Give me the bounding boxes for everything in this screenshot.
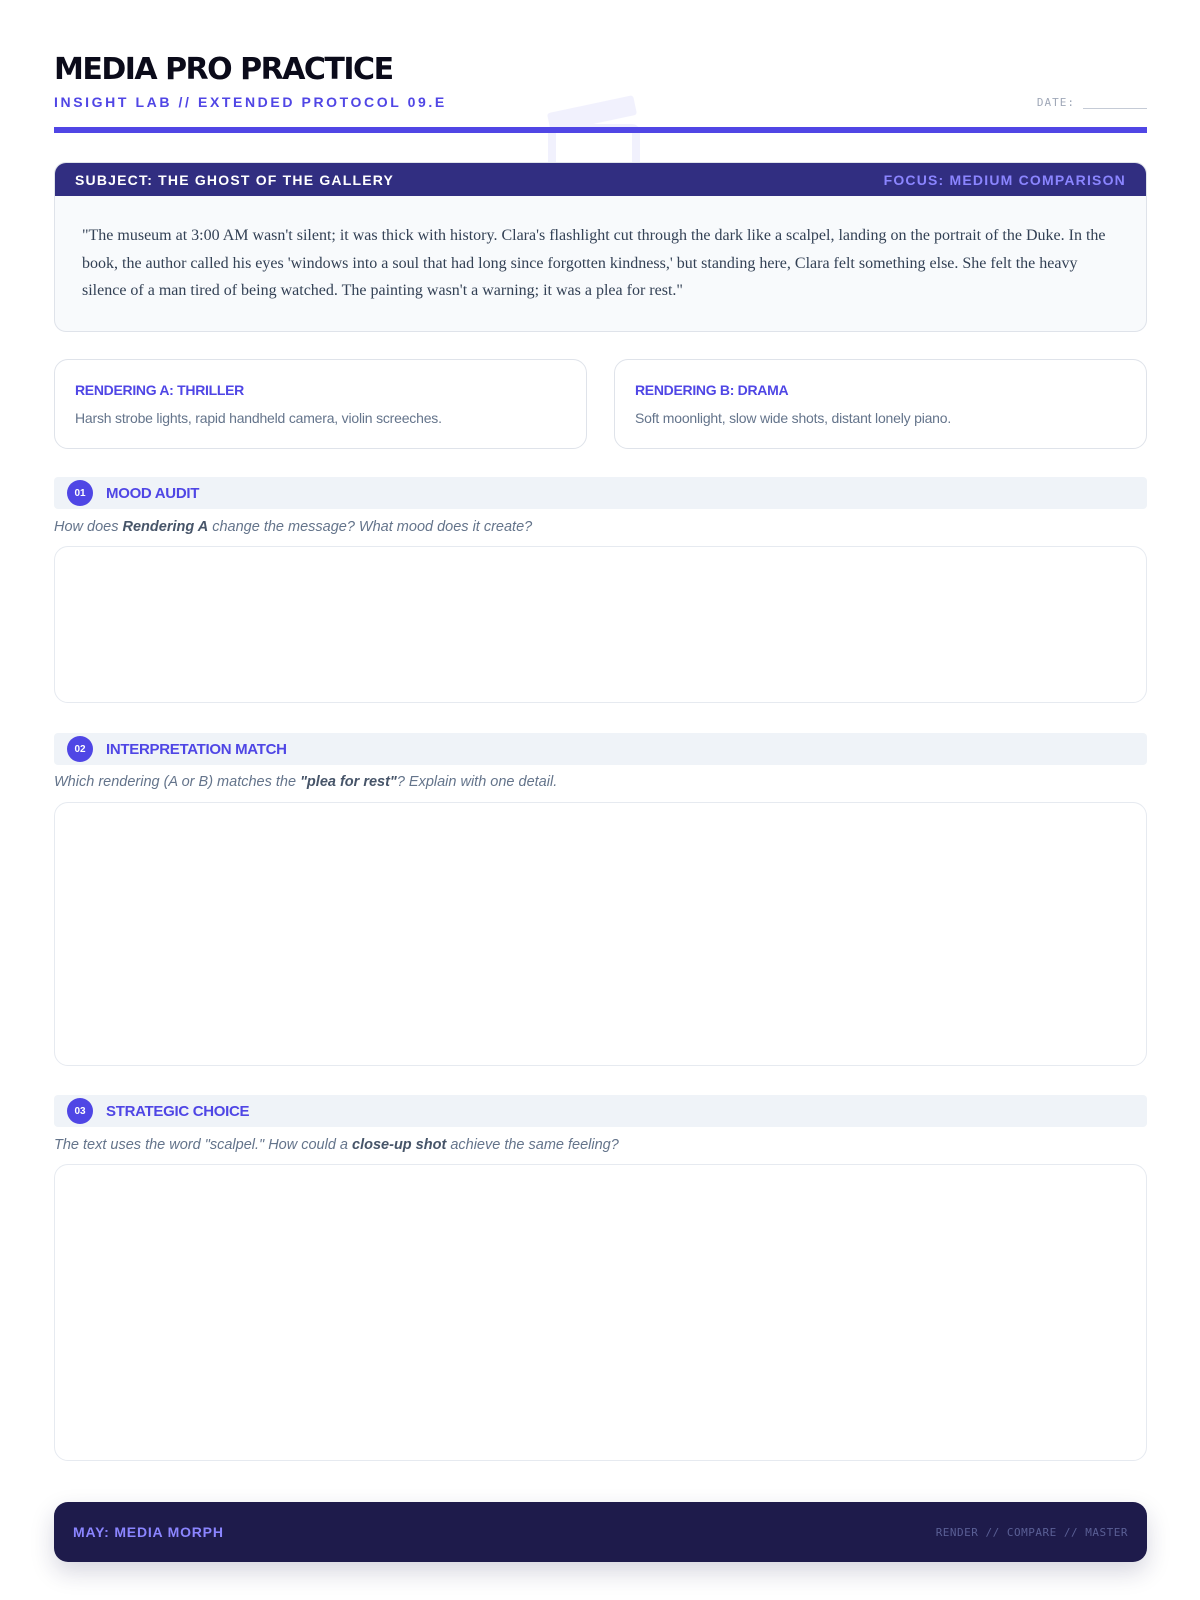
rendering-b-card	[614, 359, 1147, 449]
section-prompt-mood-audit	[54, 519, 532, 535]
section-prompt-interpretation-match	[54, 774, 557, 790]
section-header-interpretation-match	[54, 733, 1147, 765]
prompt-text: How does	[54, 519, 123, 535]
date-field[interactable]	[1037, 96, 1147, 109]
subject-label: SUBJECT: THE GHOST OF THE GALLERY	[75, 171, 395, 188]
subject-focus: FOCUS: MEDIUM COMPARISON	[883, 171, 1126, 188]
section-header-strategic-choice	[54, 1095, 1147, 1127]
header	[54, 50, 1147, 132]
prompt-text: change the message? What mood does it create?	[208, 519, 533, 535]
section-number-badge: 02	[67, 736, 93, 762]
prompt-emphasis: Rendering A	[122, 519, 209, 535]
worksheet-page	[54, 0, 1147, 1600]
prompt-text: ? Explain with one detail.	[396, 774, 558, 790]
rendering-b-description: Soft moonlight, slow wide shots, distant lonely piano.	[635, 410, 952, 426]
rendering-a-card	[54, 359, 587, 449]
section-title: MOOD AUDIT	[106, 484, 200, 502]
page-title: MEDIA PRO PRACTICE	[54, 52, 393, 87]
answer-box-mood-audit[interactable]	[54, 546, 1147, 703]
section-header-mood-audit	[54, 477, 1147, 509]
footer-unit-label: MAY: MEDIA MORPH	[73, 1524, 224, 1540]
prompt-emphasis: close-up shot	[352, 1137, 447, 1153]
section-title: INTERPRETATION MATCH	[106, 740, 287, 758]
subject-banner	[55, 163, 1146, 196]
date-line[interactable]	[1083, 99, 1147, 109]
rendering-b-title: RENDERING B: DRAMA	[635, 382, 789, 398]
section-number-badge: 03	[67, 1098, 93, 1124]
date-label: DATE:	[1036, 96, 1075, 109]
page-subtitle: INSIGHT LAB // EXTENDED PROTOCOL 09.E	[54, 94, 447, 110]
rendering-a-title: RENDERING A: THRILLER	[75, 382, 244, 398]
subject-card	[54, 162, 1147, 332]
answer-box-interpretation-match[interactable]	[54, 802, 1147, 1066]
section-number-badge: 01	[67, 480, 93, 506]
passage-text: "The museum at 3:00 AM wasn't silent; it was thick with history. Clara's flashlight cut through the dark like a scalpel, landing on the portrait of the Duke. In the book, the author called his eyes 'windows into a soul that had long since forgotten kindness,' but standing here, Clara felt something else. She felt the heavy silence of a man tired of being watched. The painting wasn't a warning; it was a plea for rest."	[82, 227, 1106, 299]
prompt-text: Which rendering (A or B) matches the	[54, 774, 301, 790]
answer-box-strategic-choice[interactable]	[54, 1164, 1147, 1461]
section-prompt-strategic-choice	[54, 1137, 619, 1153]
prompt-text: The text uses the word "scalpel." How could a	[54, 1137, 353, 1153]
footer-tagline: RENDER // COMPARE // MASTER	[935, 1525, 1128, 1539]
prompt-text: achieve the same feeling?	[446, 1137, 619, 1153]
prompt-emphasis: "plea for rest"	[300, 774, 397, 790]
section-title: STRATEGIC CHOICE	[106, 1102, 250, 1120]
footer-bar	[54, 1502, 1147, 1562]
header-rule	[54, 127, 1147, 133]
rendering-a-description: Harsh strobe lights, rapid handheld camera, violin screeches.	[75, 410, 442, 426]
